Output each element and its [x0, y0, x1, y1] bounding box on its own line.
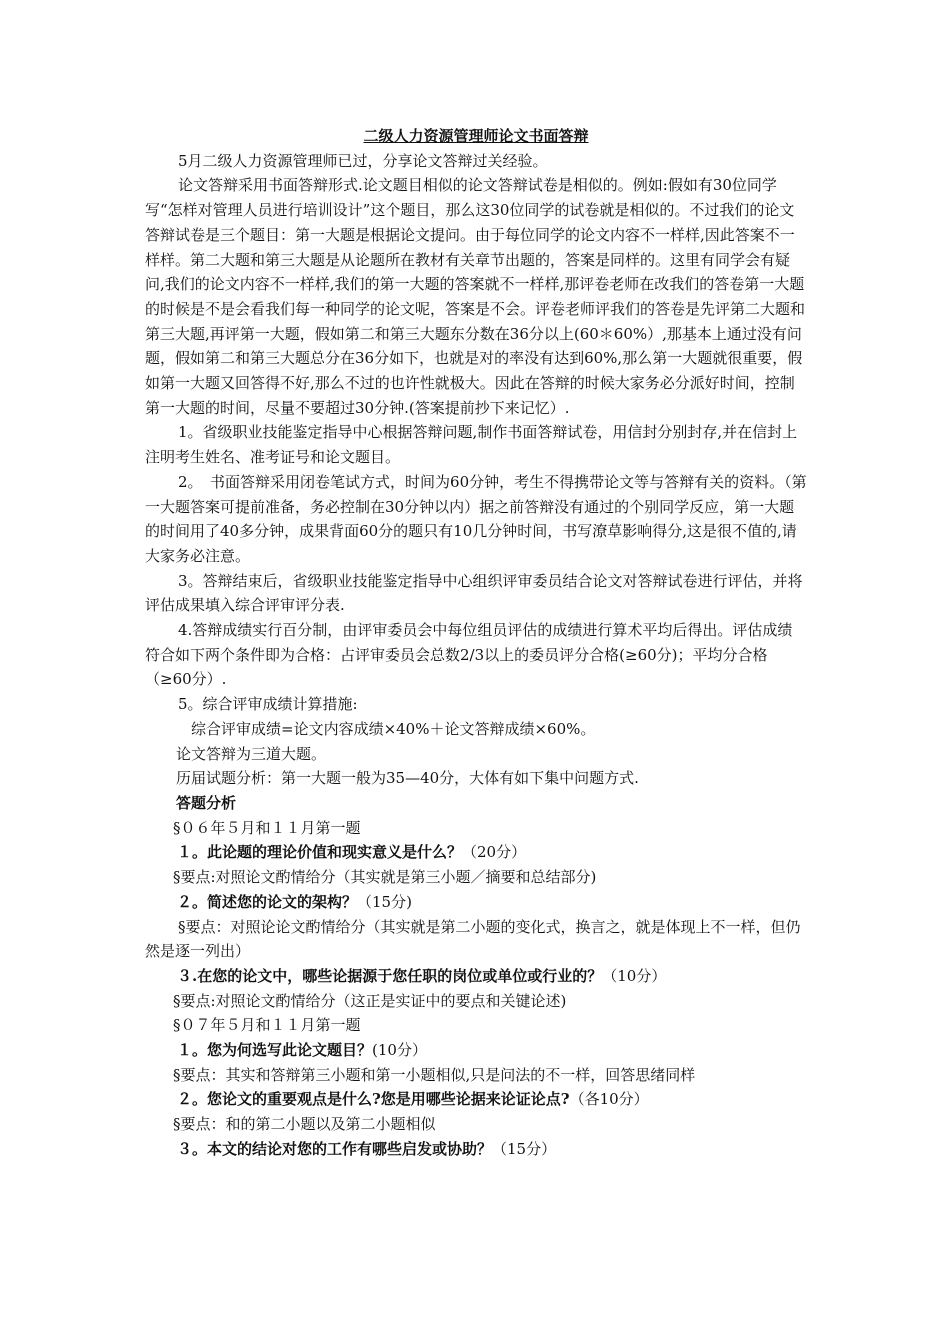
score-formula: 综合评审成绩=论文内容成绩×40%＋论文答辩成绩×60%。 — [191, 719, 596, 738]
question-points: (10分） — [372, 1041, 427, 1060]
rule-item-1: 1。省级职业技能鉴定指导中心根据答辩问题,制作书面答辩试卷，用信封分别封存,并在信封上注明考生姓名、准考证号和论文题目。 — [145, 423, 798, 467]
answer-method-paragraph: 论文答辩采用书面答辩形式.论文题目相似的论文答辩试卷是相似的。例如:假如有30位同学写“怎样对管理人员进行培训设计”这个题目，那么这30位同学的试卷就是相似的。不过我们的论文答辩试卷是三个题目：第一大题是根据论文提问。由于每位同学的论文内容不一样样,因此答案不一样样。第二大题和第三大题是从论题所在教材有关章节出题的，答案是同样的。这里有同学会有疑问,我们的论文内容不一样样,我们的第一大题的答案就不一样样,那评卷老师在改我们的答卷第一大题的时候是不是会看我们每一种同学的论文呢，答案是不会。评卷老师评我们的答卷是先评第二大题和第三大题,再评第一大题，假如第二和第三大题东分数在36分以上(60＊60%）,那基本上通过没有问题，假如第二和第三大题总分在36分如下，也就是对的率没有达到60%,那么第一大题就很重要，假如第一大题又回答得不好,那么不过的也许性就极大。因此在答辩的时候大家务必分派好时间，控制第一大题的时间，尽量不要超过30分钟.(答案提前抄下来记忆）. — [145, 176, 806, 417]
question-2007-2-point: §要点：和的第二小题以及第二小题相似 — [173, 1115, 436, 1134]
question-points: （各10分） — [569, 1090, 649, 1109]
question-text: １。此论题的理论价值和现实意义是什么？ — [177, 843, 463, 862]
question-2006-1-point: §要点:对照论文酌情给分（其实就是第三小题／摘要和总结部分) — [173, 868, 597, 887]
rule-item-3: 3。答辩结束后，省级职业技能鉴定指导中心组织评审委员结合论文对答辩试卷进行评估，并将评估成果填入综合评审评分表. — [145, 571, 803, 615]
question-points: （15分) — [357, 892, 412, 911]
question-2006-2 — [145, 890, 807, 915]
history-analysis: 历届试题分析：第一大题一般为35—40分，大体有如下集中问题方式. — [176, 769, 639, 788]
rule-item-2: 2。 书面答辩采用闭卷笔试方式，时间为60分钟，考生不得携带论文等与答辩有关的资料。（第一大题答案可提前准备，务必控制在30分钟以内）据之前答辩没有通过的个别同学反应，第一大题的时间用了40多分钟，成果背面60分的题只有10几分钟时间，书写潦草影响得分,这是很不值的,请大家务必注意。 — [145, 472, 807, 565]
rule-item-4: 4.答辩成绩实行百分制，由评审委员会中每位组员评估的成绩进行算术平均后得出。评估成绩符合如下两个条件即为合格：占评审委员会总数2/3以上的委员评分合格(≥60分)；平均分合格（≥60分）. — [145, 621, 793, 689]
three-questions-note: 论文答辩为三道大题。 — [176, 744, 327, 763]
question-points: （15分） — [492, 1139, 557, 1158]
section-2006-title: §０６年５月和１１月第一题 — [173, 818, 361, 837]
rule-item-5: 5。综合评审成绩计算措施: — [178, 695, 358, 714]
question-2007-3 — [145, 1137, 807, 1162]
intro-paragraph: 5月二级人力资源管理师已过，分享论文答辩过关经验。 — [178, 151, 548, 170]
analysis-heading: 答题分析 — [176, 793, 237, 812]
question-text: ２。您论文的重要观点是什么?您是用哪些论据来论证论点? — [177, 1090, 570, 1109]
question-2006-3-point: §要点:对照论文酌情给分（这正是实证中的要点和关键论述) — [173, 991, 567, 1010]
question-2006-2-point: §要点：对照论论文酌情给分（其实就是第二小题的变化式，换言之，就是体现上不一样，但仍然是逐一列出） — [145, 917, 801, 961]
question-text: １。您为何选写此论文题目？ — [177, 1041, 373, 1060]
section-2007-title: §０７年５月和１１月第一题 — [173, 1016, 361, 1035]
question-2007-2 — [145, 1087, 807, 1112]
question-text: ２。简述您的论文的架构？ — [177, 892, 358, 911]
question-text: ３.在您的论文中，哪些论据源于您任职的岗位或单位或行业的？ — [177, 966, 603, 985]
question-2006-3 — [145, 964, 807, 989]
question-text: ３。本文的结论对您的工作有哪些启发或协助？ — [177, 1139, 493, 1158]
question-points: （20分） — [462, 843, 527, 862]
document-title: 二级人力资源管理师论文书面答辩 — [363, 127, 589, 145]
question-points: （10分） — [602, 966, 667, 985]
question-2006-1 — [145, 840, 807, 865]
document-body — [145, 124, 807, 1162]
question-2007-1 — [145, 1038, 807, 1063]
question-2007-1-point: §要点：其实和答辩第三小题和第一小题相似,只是问法的不一样，回答思绪同样 — [173, 1065, 696, 1084]
